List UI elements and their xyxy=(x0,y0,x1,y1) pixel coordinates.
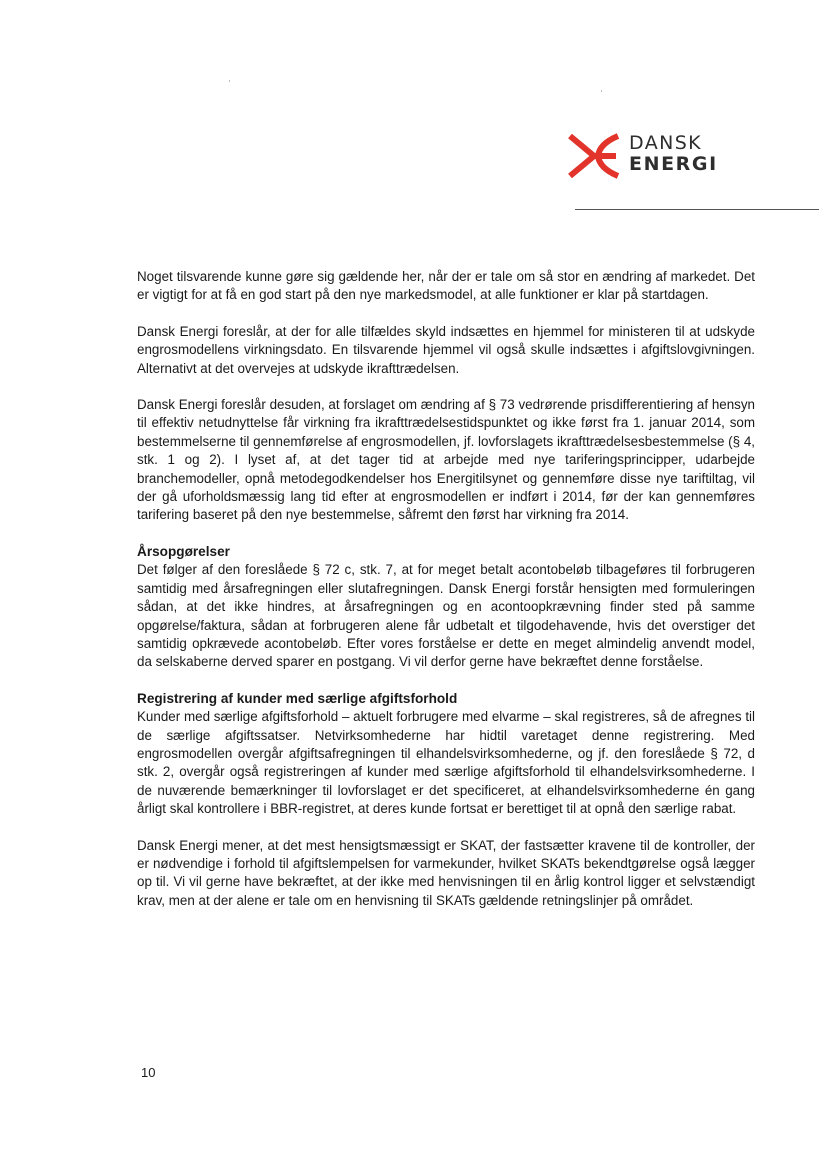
dansk-energi-logo-mark-icon xyxy=(568,133,622,179)
body-paragraph: Noget tilsvarende kunne gøre sig gældende her, når der er tale om så stor en ændring af markedet. Det er vigtigt for at få en god start på den nye markedsmodel, at alle funktioner er klar på startdagen. xyxy=(137,269,755,303)
logo-wordmark xyxy=(629,133,718,175)
section-paragraph: Kunder med særlige afgiftsforhold – aktuelt forbrugere med elvarme – skal registreres, så de afregnes til de særlige afgiftssatser. Netvirksomhederne har hidtil varetaget denne registrering. Med engrosmodellen overgår afgiftsafregningen til elhandelsvirksomhederne, og jf. den foreslåede § 72, d stk. 2, overgår også registreringen af kunder med særlige afgiftsforhold til elhandelsvirksomhederne. I de nuværende bemærkninger til lovforslaget er det specificeret, at elhandelsvirksomhederne én gang årligt skal kontrollere i BBR-registret, at deres kunde fortsat er berettiget til at opnå den særlige rabat. xyxy=(137,709,755,817)
logo-word-dansk: DANSK xyxy=(629,132,703,154)
scan-speck xyxy=(229,80,230,82)
body-paragraph: Dansk Energi foreslår desuden, at forslaget om ændring af § 73 vedrørende prisdifferentiering af hensyn til effektiv netudnyttelse får virkning fra ikrafttrædelsestidspunktet og ikke først fra 1. januar 2014, som bestemmelserne til gennemførelse af engrosmodellen, jf. lovforslagets ikrafttrædelsesbestemmelse (§ 4, stk. 1 og 2). I lyset af, at det tager tid at arbejde med nye tariferingsprincipper, udarbejde branchemodeller, opnå metodegodkendelser hos Energitilsynet og gennemføre disse nye tariftiltag, vil der gå uforholdsmæssig lang tid efter at engrosmodellen er indført i 2014, før der kan gennemføres tarifering baseret på den nye bestemmelse, såfremt den først har virkning fra 2014. xyxy=(137,397,755,523)
logo-word-energi: ENERGI xyxy=(629,153,718,175)
section-paragraph: Dansk Energi mener, at det mest hensigtsmæssigt er SKAT, der fastsætter kravene til de kontroller, der er nødvendige i forhold til afgiftslempelsen for varmekunder, hvilket SKATs bekendtgørelse også lægger op til. Vi vil gerne have bekræftet, at der ikke med henvisningen til en årlig kontrol ligger et selvstændigt krav, men at der alene er tale om en henvisning til SKATs gældende retningslinjer på området. xyxy=(137,837,755,908)
dansk-energi-logo xyxy=(568,131,758,191)
header-rule xyxy=(575,209,819,210)
section-heading-registrering: Registrering af kunder med særlige afgiftsforhold xyxy=(137,690,458,706)
section-heading-arsopgorelser: Årsopgørelser xyxy=(137,543,230,559)
body-paragraph: Dansk Energi foreslår, at der for alle tilfældes skyld indsættes en hjemmel for ministeren til at udskyde engrosmodellens virkningsdato. En tilsvarende hjemmel vil også skulle indsættes i afgiftslovgivningen. Alternativt at det overvejes at udskyde ikrafttrædelsen. xyxy=(137,323,755,376)
letter-body xyxy=(137,268,755,928)
page-number: 10 xyxy=(141,1065,156,1080)
section-paragraph: Det følger af den foreslåede § 72 c, stk. 7, at for meget betalt acontobeløb tilbageføres til forbrugeren samtidig med årsafregningen eller slutafregningen. Dansk Energi forstår hensigten med formuleringen sådan, at det ikke hindres, at årsafregningen og en acontoopkrævning finder sted på samme opgørelse/faktura, sådan at forbrugeren alene får udbetalt et tilgodehavende, hvis det overstiger det samtidig opkrævede acontobeløb. Efter vores forståelse er dette en meget almindelig anvendt model, da selskaberne derved sparer en postgang. Vi vil derfor gerne have bekræftet denne forståelse. xyxy=(137,562,755,670)
scan-speck xyxy=(601,90,602,92)
